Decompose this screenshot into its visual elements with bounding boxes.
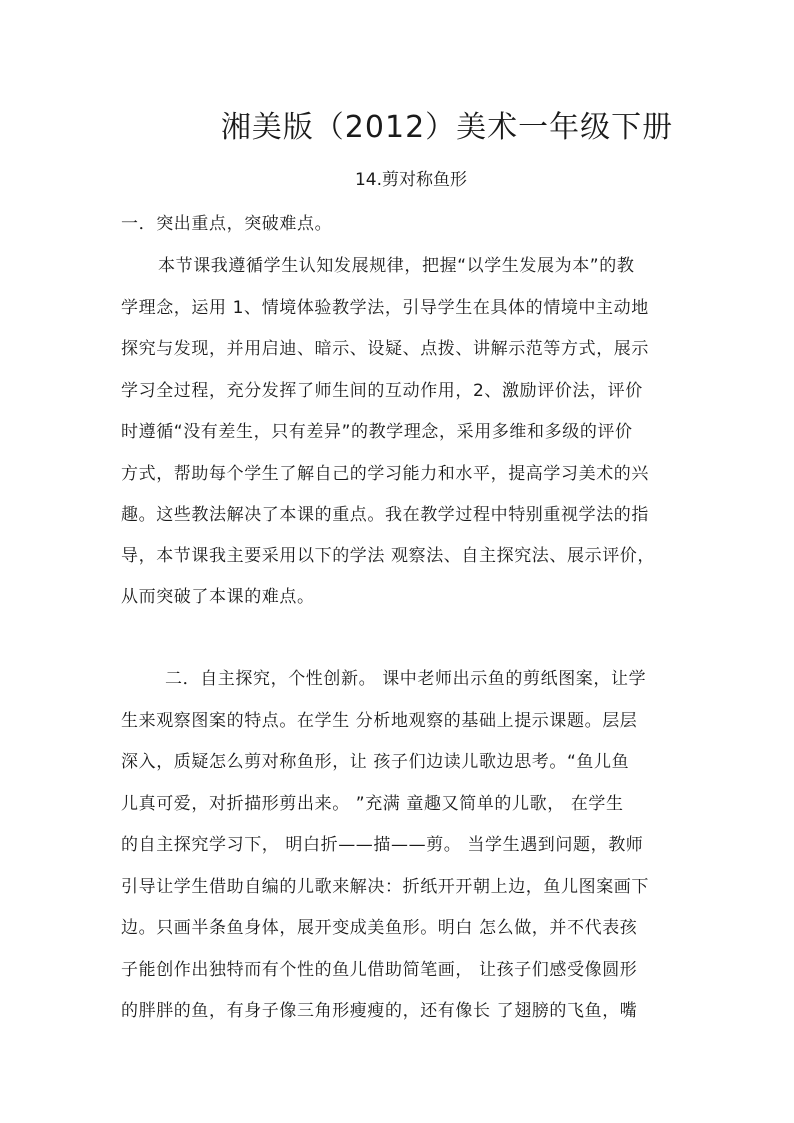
- section2-line: 二．自主探究，个性创新。 课中老师出示鱼的剪纸图案，让学: [165, 669, 647, 689]
- section2-line: 的自主探究学习下， 明白折——描——剪。 当学生遇到问题，教师: [121, 835, 644, 855]
- section1-line: 从而突破了本课的难点。: [121, 587, 315, 607]
- section2-line: 引导让学生借助自编的儿歌来解决：折纸开开朝上边，鱼儿图案画下: [121, 877, 649, 897]
- section2-line: 儿真可爱，对折描形剪出来。 ”充满 童趣又简单的儿歌， 在学生: [121, 794, 624, 814]
- section1-line: 方式，帮助每个学生了解自己的学习能力和水平，提高学习美术的兴: [121, 464, 649, 484]
- section1-line: 学理念，运用 1、情境体验教学法，引导学生在具体的情境中主动地: [121, 298, 649, 318]
- section1-line: 时遵循“没有差生，只有差异”的教学理念，采用多维和多级的评价: [121, 422, 633, 442]
- section1-heading: 一．突出重点，突破难点。: [121, 214, 333, 234]
- section1-line: 趣。这些教法解决了本课的重点。我在教学过程中特别重视学法的指: [121, 505, 649, 525]
- lesson-title: 14.剪对称鱼形: [354, 170, 468, 190]
- section2-line: 深入，质疑怎么剪对称鱼形，让 孩子们边读儿歌边思考。“鱼儿鱼: [121, 752, 630, 772]
- section2-line: 的胖胖的鱼，有身子像三角形瘦瘦的，还有像长 了翅膀的飞鱼，嘴: [121, 1001, 638, 1021]
- section1-line: 导，本节课我主要采用以下的学法 观察法、自主探究法、展示评价，: [121, 546, 656, 566]
- section1-line: 本节课我遵循学生认知发展规律，把握“以学生发展为本”的教: [158, 256, 635, 276]
- section2-line: 边。只画半条鱼身体，展开变成美鱼形。明白 怎么做，并不代表孩: [121, 918, 638, 938]
- section2-line: 子能创作出独特而有个性的鱼儿借助简笔画， 让孩子们感受像圆形: [121, 960, 638, 980]
- section1-line: 学习全过程，充分发挥了师生间的互动作用，2、激励评价法，评价: [121, 381, 643, 401]
- section1-line: 探究与发现，并用启迪、暗示、设疑、点拨、讲解示范等方式，展示: [121, 339, 649, 359]
- document-title: 湘美版（2012）美术一年级下册: [220, 110, 674, 145]
- section2-line: 生来观察图案的特点。在学生 分析地观察的基础上提示课题。层层: [121, 711, 638, 731]
